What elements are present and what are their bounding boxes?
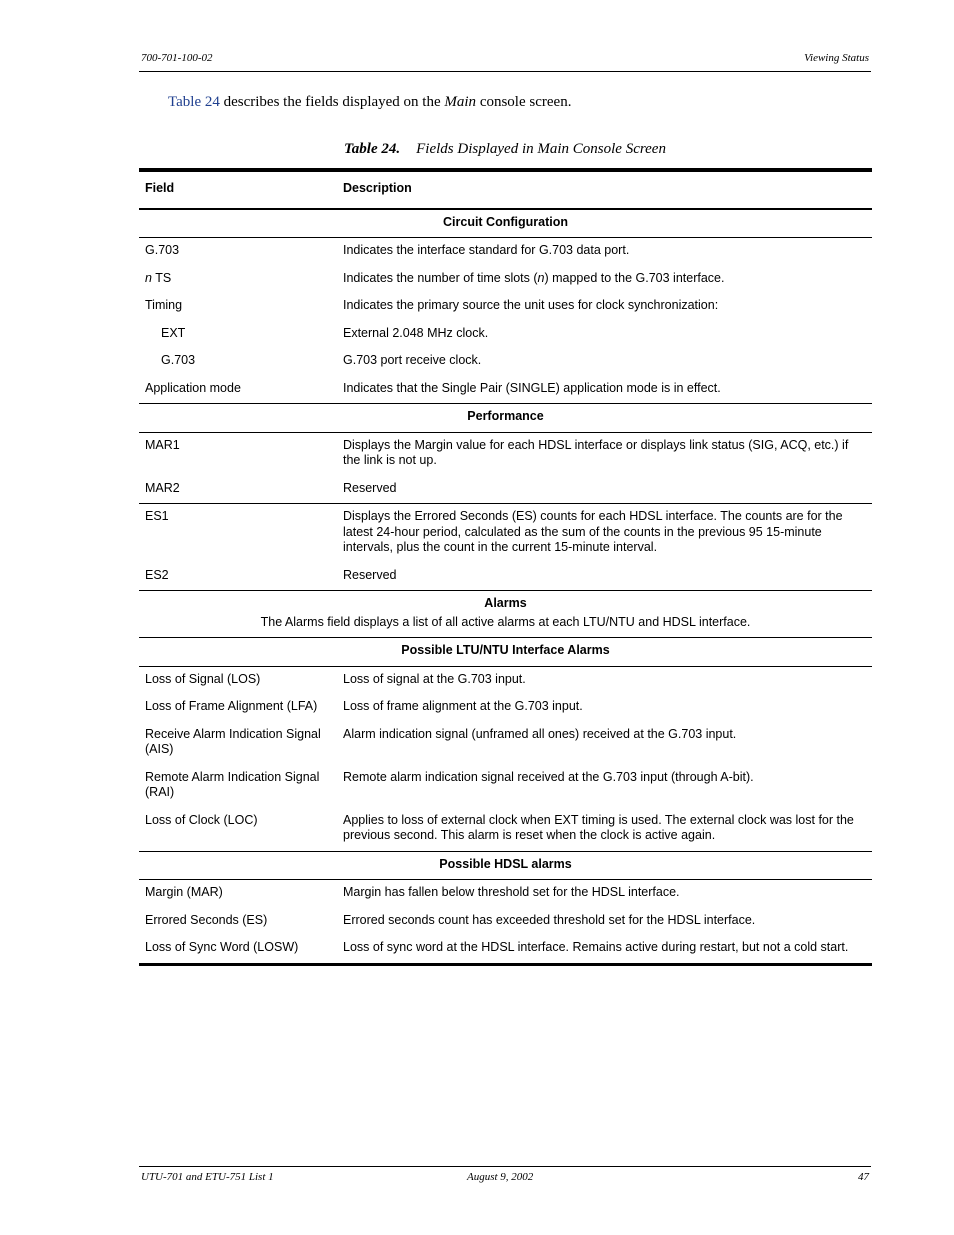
footer-date: August 9, 2002 <box>467 1171 534 1183</box>
section-circuit-configuration: Circuit Configuration <box>139 209 872 238</box>
table-row: Loss of Sync Word (LOSW) Loss of sync word at the HDSL interface. Remains active during restart, but not a cold start. <box>139 935 872 964</box>
table-header-row <box>139 170 872 209</box>
intro-paragraph: Table 24 describes the fields displayed on the Main console screen. <box>168 94 572 110</box>
alarms-note: The Alarms field displays a list of all active alarms at each LTU/NTU and HDSL interface. <box>260 614 751 629</box>
table-row: MAR2 Reserved <box>139 476 872 504</box>
doc-number: 700-701-100-02 <box>141 52 213 64</box>
table-row: Errored Seconds (ES) Errored seconds count has exceeded threshold set for the HDSL interface. <box>145 912 756 927</box>
alarms-title: Alarms <box>484 596 527 610</box>
footer-product: UTU-701 and ETU-751 List 1 <box>141 1171 274 1183</box>
section-performance: Performance <box>139 404 872 433</box>
table-row: ES2 Reserved <box>139 563 872 591</box>
col-header-description: Description <box>343 181 412 195</box>
section-title: Viewing Status <box>804 52 869 64</box>
table-row: Receive Alarm Indication Signal (AIS) Alarm indication signal (unframed all ones) received at the G.703 input. <box>145 726 737 756</box>
table-row: EXT External 2.048 MHz clock. <box>161 325 489 340</box>
table-row: Loss of Signal (LOS) Loss of signal at the G.703 input. <box>145 671 526 686</box>
table-row: Loss of Clock (LOC) Applies to loss of external clock when EXT timing is used. The external clock was lost for the previous second. This alarm is reset when the clock is active again. <box>139 808 872 852</box>
table-link[interactable]: Table 24 <box>168 94 220 110</box>
running-header <box>139 52 871 68</box>
section-ltu-ntu-alarms: Possible LTU/NTU Interface Alarms <box>139 638 872 667</box>
section-hdsl-alarms: Possible HDSL alarms <box>139 851 872 880</box>
running-footer <box>139 1171 871 1187</box>
table-row: n TS Indicates the number of time slots (n) mapped to the G.703 interface. <box>145 270 725 285</box>
footer-rule <box>139 1166 871 1167</box>
caption-label: Table 24. <box>344 141 401 157</box>
table-caption <box>139 141 871 158</box>
table-row: Application mode Indicates that the Single Pair (SINGLE) application mode is in effect. <box>139 376 872 404</box>
table-row: G.703 Indicates the interface standard for G.703 data port. <box>145 243 630 257</box>
col-header-field: Field <box>145 181 175 195</box>
table-row: Margin (MAR) Margin has fallen below threshold set for the HDSL interface. <box>145 885 680 899</box>
caption-title: Fields Displayed in Main Console Screen <box>416 141 666 157</box>
page-number: 47 <box>858 1171 869 1183</box>
section-alarms <box>139 591 872 638</box>
header-rule <box>139 71 871 72</box>
table-row: ES1 Displays the Errored Seconds (ES) counts for each HDSL interface. The counts are for the latest 24-hour period, calculated as the sum of the counts in the previous 95 15-minute intervals, plus the count in the current 15-minute interval. <box>145 509 843 554</box>
table-row: Timing Indicates the primary source the unit uses for clock synchronization: <box>145 298 719 312</box>
table-row: MAR1 Displays the Margin value for each HDSL interface or displays link status (SIG, ACQ, etc.) if the link is not up. <box>145 437 849 467</box>
fields-table <box>139 168 872 966</box>
table-row: Loss of Frame Alignment (LFA) Loss of frame alignment at the G.703 input. <box>145 699 583 713</box>
table-row: Remote Alarm Indication Signal (RAI) Remote alarm indication signal received at the G.703 input (through A-bit). <box>145 769 754 799</box>
table-row: G.703 G.703 port receive clock. <box>161 353 482 367</box>
